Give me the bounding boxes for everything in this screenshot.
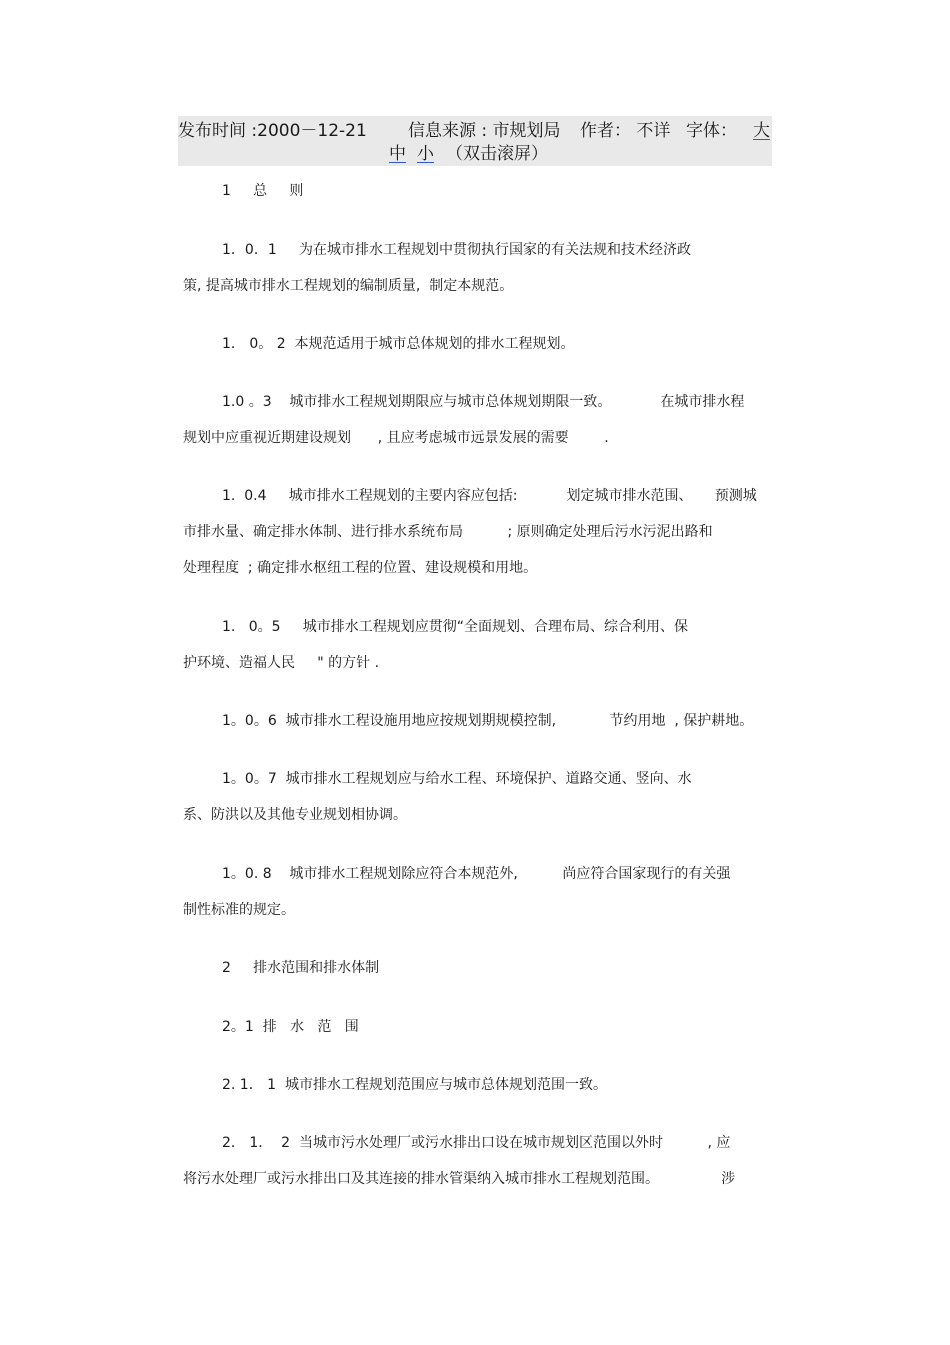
font-size-label: 字体： — [686, 121, 737, 141]
clause-2-1-1: 2. 1． 1 城市排水工程规划范围应与城市总体规划范围一致。 — [222, 1077, 607, 1093]
author: 作者： 不详 — [580, 121, 671, 141]
clause-1-0-1-line-2: 策, 提高城市排水工程规划的编制质量, 制定本规范。 — [183, 278, 514, 294]
clause-1-0-6: 1。0。6 城市排水工程设施用地应按规划期规模控制, 节约用地 , 保护耕地。 — [222, 713, 754, 729]
info-source: 信息来源 : 市规划局 — [408, 121, 561, 141]
font-size-large-link[interactable]: 大 — [753, 121, 770, 141]
clause-1-0-7-line-1: 1。0。7 城市排水工程规划应与给水工程、环境保护、道路交通、竖向、水 — [222, 771, 692, 787]
article-meta-bar — [178, 116, 772, 166]
scroll-hint: （双击滚屏） — [446, 144, 548, 164]
clause-1-0-5-line-2: 护环境、造福人民 " 的方针 . — [183, 655, 380, 671]
section-2-title: 2 排水范围和排水体制 — [222, 960, 380, 976]
meta-line-1 — [178, 119, 772, 143]
clause-2-1-2-line-2: 将污水处理厂或污水排出口及其连接的排水管渠纳入城市排水工程规划范围。 涉 — [183, 1171, 736, 1187]
clause-1-0-1-line-1: 1．0．1 为在城市排水工程规划中贯彻执行国家的有关法规和技术经济政 — [222, 242, 691, 258]
font-size-medium-link[interactable]: 中 — [389, 144, 406, 164]
clause-1-0-3-line-1: 1.0 。3 城市排水工程规划期限应与城市总体规划期限一致。 在城市排水程 — [222, 394, 745, 410]
clause-2-1-2-line-1: 2． 1． 2 当城市污水处理厂或污水排出口设在城市规划区范围以外时 , 应 — [222, 1135, 731, 1151]
section-1-title: 1 总 则 — [222, 183, 304, 199]
clause-1-0-8-line-2: 制性标准的规定。 — [183, 902, 295, 918]
clause-1-0-4-line-2: 市排水量、确定排水体制、进行排水系统布局 ; 原则确定处理后污水污泥出路和 — [183, 524, 713, 540]
clause-1-0-4-line-3: 处理程度 ; 确定排水枢纽工程的位置、建设规模和用地。 — [183, 560, 538, 576]
clause-1-0-2: 1． 0。 2 本规范适用于城市总体规划的排水工程规划。 — [222, 336, 575, 352]
font-size-small-link[interactable]: 小 — [417, 144, 434, 164]
clause-1-0-4-line-1: 1. 0.4 城市排水工程规划的主要内容应包括: 划定城市排水范围、 预测城 — [222, 488, 757, 504]
clause-1-0-7-line-2: 系、防洪以及其他专业规划相协调。 — [183, 807, 407, 823]
section-2-1-title: 2。1 排 水 范 围 — [222, 1019, 359, 1035]
clause-1-0-8-line-1: 1。0. 8 城市排水工程规划除应符合本规范外, 尚应符合国家现行的有关强 — [222, 866, 731, 882]
clause-1-0-5-line-1: 1. 0。5 城市排水工程规划应贯彻“全面规划、合理布局、综合利用、保 — [222, 619, 689, 635]
meta-line-2 — [178, 143, 772, 165]
publish-date: 发布时间 :2000－12-21 — [178, 121, 367, 141]
clause-1-0-3-line-2: 规划中应重视近期建设规划 , 且应考虑城市远景发展的需要 . — [183, 430, 609, 446]
